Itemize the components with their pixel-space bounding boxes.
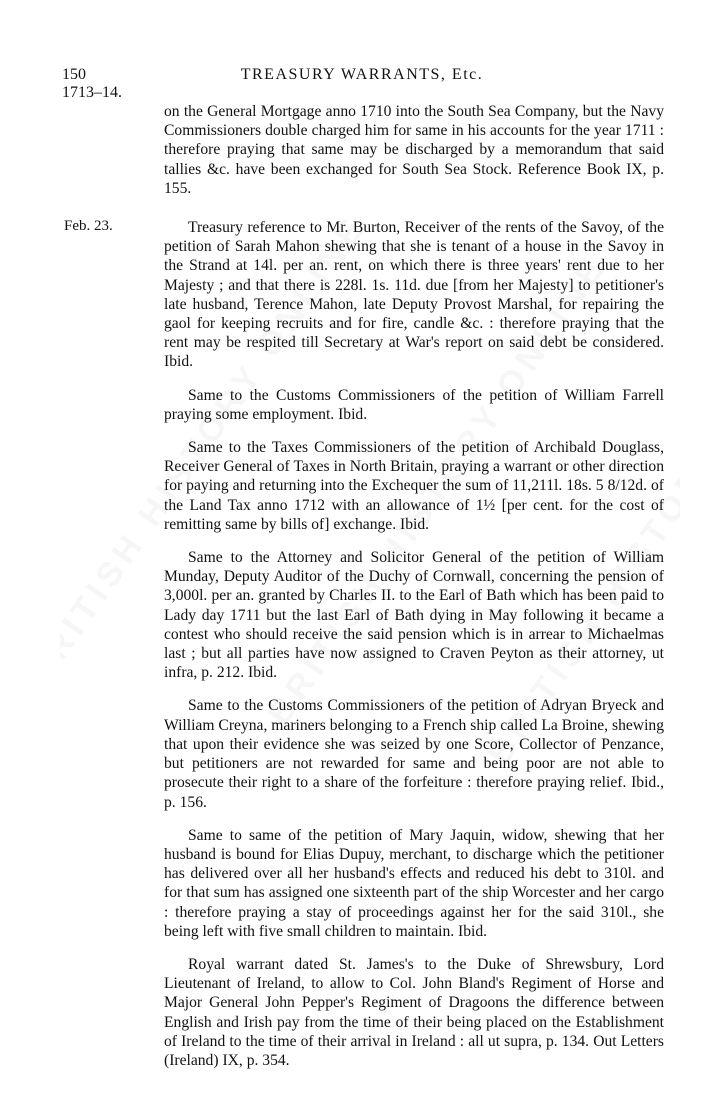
entry — [64, 826, 664, 941]
entry-text: Same to same of the petition of Mary Jaquin, widow, shewing that her husband is bound for Elias Dupuy, merchant, to discharge which the petitioner has delivered over all her husband's effects and reduced his debt to 310l. and for that sum has assigned one sixteenth part of the ship Worcester and her cargo : therefore praying a stay of proceedings against her for the said 310l., she being left with five small children to maintain. Ibid. — [164, 826, 664, 940]
entry — [64, 102, 664, 198]
entry-text: Royal warrant dated St. James's to the Duke of Shrewsbury, Lord Lieutenant of Ireland, to allow to Col. John Bland's Regiment of Horse and Major General John Pepper's Regiment of Dragoons the difference between English and Irish pay from the time of their being placed on the Establishment of Ireland to the time of their arrival in Ireland : all ut supra, p. 134. Out Letters (Ireland) IX, p. 354. — [164, 955, 664, 1069]
entry-text: Same to the Taxes Commissioners of the petition of Archibald Douglass, Receiver General of Taxes in North Britain, praying a warrant or other direction for paying and returning into the Exchequer the sum of 11,211l. 18s. 5 8/12d. of the Land Tax anno 1712 with an allowance of 1½ [per cent. for the cost of remitting same by bills of] exchange. Ibid. — [164, 439, 664, 533]
entry — [64, 548, 664, 682]
entry-text: Same to the Customs Commissioners of the petition of William Farrell praying some employment. Ibid. — [164, 386, 664, 423]
running-title: TREASURY WARRANTS, Etc. — [240, 66, 484, 83]
entry-text: Treasury reference to Mr. Burton, Receiver of the rents of the Savoy, of the petition of Sarah Mahon shewing that she is tenant of a house in the Savoy in the Strand at 14l. per an. rent, on which there is three years' rent due to her Majesty ; and that there is 228l. 1s. 11d. due [from her Majesty] to petitioner's late husband, Terence Mahon, late Deputy Provost Marshal, for repairing the gaol for keeping recruits and for fire, candle &c. : therefore praying that the rent may be respited till Secretary at War's report on said debt be considered. Ibid. — [164, 219, 664, 371]
page-header — [62, 66, 662, 106]
entry — [64, 438, 664, 534]
entry-date: Feb. 23. — [64, 218, 113, 235]
entry-text: Same to the Customs Commissioners of the petition of Adryan Bryeck and William Creyna, mariners belonging to a French ship called La Broine, shewing that upon their evidence she was seized by one Score, Collector of Penzance, but petitioners are not rewarded for same and being poor are not able to prosecute their right to a share of the forfeiture : therefore praying relief. Ibid., p. 156. — [164, 697, 664, 811]
entry — [64, 218, 664, 372]
entry-text: Same to the Attorney and Solicitor General of the petition of William Munday, Deputy Auditor of the Duchy of Cornwall, concerning the pension of 3,000l. per an. granted by Charles II. to the Earl of Bath which has been paid to Lady day 1711 but the last Earl of Bath dying in May following it became a contest who should receive the said pension which is in arrear to Michaelmas last ; but all parties have now assigned to Craven Peyton as their attorney, ut infra, p. 212. Ibid. — [164, 549, 664, 682]
page-number: 150 — [62, 66, 86, 83]
document-body — [64, 102, 664, 1084]
page-years: 1713–14. — [62, 84, 122, 101]
entry — [64, 955, 664, 1070]
entry-text: on the General Mortgage anno 1710 into the South Sea Company, but the Navy Commissioners double charged him for same in his accounts for the year 1711 : therefore praying that same may be discharged by a memorandum that said tallies &c. have been exchanged for South Sea Stock. Reference Book IX, p. 155. — [164, 103, 664, 197]
entry — [64, 386, 664, 424]
entry — [64, 696, 664, 811]
